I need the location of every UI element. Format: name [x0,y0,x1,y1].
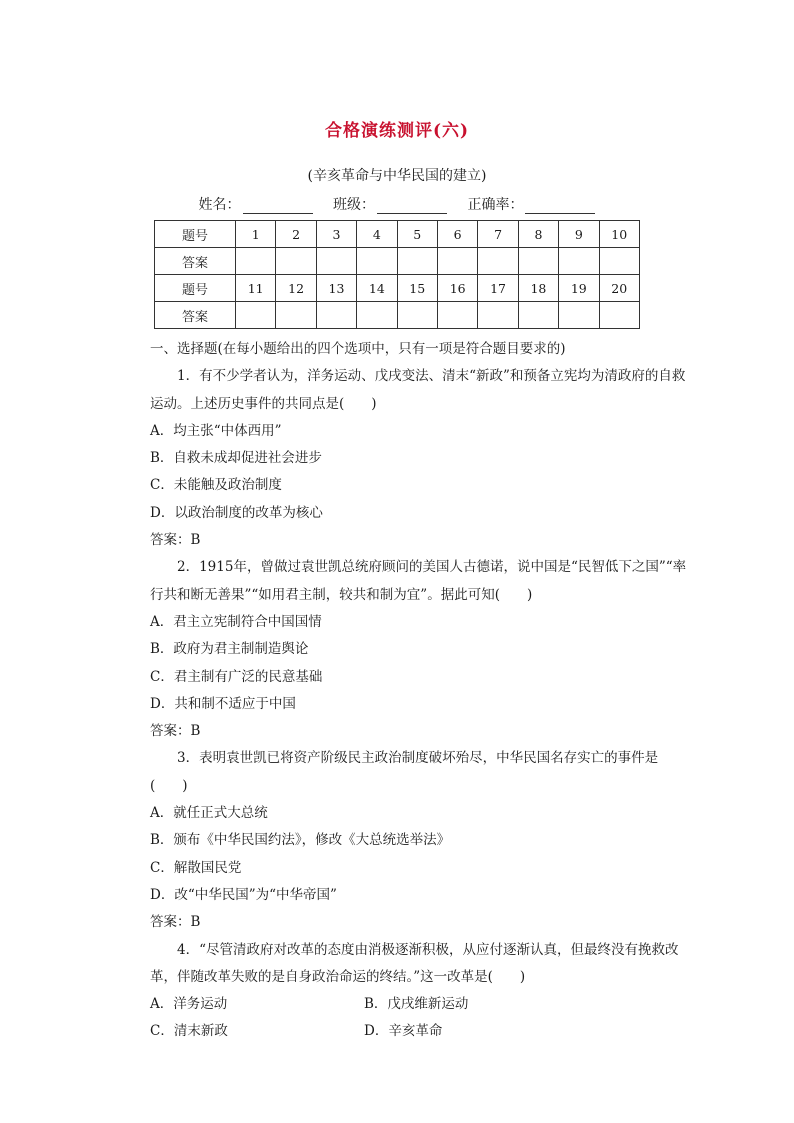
question-number-cell: 10 [599,221,639,248]
answer-cell[interactable] [518,302,558,329]
class-label: 班级： [333,197,375,213]
question-number-cell: 7 [478,221,518,248]
answer-cell[interactable] [397,248,437,275]
option-a[interactable]: A．君主立宪制符合中国国情 [150,613,322,630]
answer-row-2 [155,302,640,329]
question-stem: 4．“尽管清政府对改革的态度由消极逐渐积极，从应付逐渐认真，但最终没有挽救改革，伴随改革失败的是自身政治命运的终结。”这一改革是( ) [150,941,679,985]
answer-cell[interactable] [397,302,437,329]
question-number-cell: 5 [397,221,437,248]
section-heading: 一、选择题(在每小题给出的四个选项中，只有一项是符合题目要求的) [150,341,566,357]
question-number-cell: 19 [559,275,599,302]
row-label-number: 题号 [155,221,236,248]
question-number-cell: 3 [316,221,356,248]
option-d[interactable]: D．共和制不适应于中国 [150,695,296,712]
option-c[interactable]: C．君主制有广泛的民意基础 [150,668,323,685]
answer-row-1 [155,248,640,275]
answer-grid [154,220,640,329]
question-number-cell: 8 [518,221,558,248]
name-blank[interactable] [243,199,313,214]
class-blank[interactable] [377,199,447,214]
class-field [333,194,447,214]
answer-cell[interactable] [236,248,276,275]
answer-cell[interactable] [236,302,276,329]
option-b[interactable]: B．戊戌维新运动 [364,996,469,1013]
question-number-cell: 9 [559,221,599,248]
question-number-cell: 15 [397,275,437,302]
name-label: 姓名： [198,197,241,213]
question-content [150,336,690,1046]
page-title: 合格演练测评(六) [324,121,470,141]
answer-cell[interactable] [559,302,599,329]
option-b[interactable]: B．政府为君主制制造舆论 [150,641,309,658]
number-row-1 [155,221,640,248]
question-number-cell: 12 [276,275,316,302]
question-number-cell: 2 [276,221,316,248]
answer-cell[interactable] [316,302,356,329]
answer-cell[interactable] [316,248,356,275]
question-stem: 3．表明袁世凯已将资产阶级民主政治制度破坏殆尽，中华民国名存实亡的事件是( ) [150,750,659,794]
question-number-cell: 13 [316,275,356,302]
question-number-cell: 18 [518,275,558,302]
answer-cell[interactable] [478,248,518,275]
answer-cell[interactable] [478,302,518,329]
answer-cell[interactable] [276,302,316,329]
question-number-cell: 17 [478,275,518,302]
question-number-cell: 14 [357,275,397,302]
option-row [150,1018,690,1045]
accuracy-label: 正确率： [467,197,524,213]
student-info-line [0,194,794,214]
option-d[interactable]: D．改“中华民国”为“中华帝国” [150,886,337,903]
question-stem: 1．有不少学者认为，洋务运动、戊戌变法、清末“新政”和预备立宪均为清政府的自救运动。上述历史事件的共同点是( ) [150,368,686,412]
answer-cell[interactable] [357,302,397,329]
answer-text: 答案：B [150,723,201,740]
answer-cell[interactable] [437,248,477,275]
row-label-answer: 答案 [155,302,236,329]
name-field [199,194,313,214]
option-row [150,991,690,1018]
option-d[interactable]: D．以政治制度的改革为核心 [150,504,323,521]
answer-cell[interactable] [599,248,639,275]
accuracy-blank[interactable] [525,199,595,214]
question-number-cell: 1 [236,221,276,248]
option-b[interactable]: B．自救未成却促进社会进步 [150,450,322,467]
option-c[interactable]: C．解散国民党 [150,859,242,876]
question-stem: 2．1915年，曾做过袁世凯总统府顾问的美国人古德诺，说中国是“民智低下之国”“率行共和断无善果”“如用君主制，较共和制为宜”。据此可知( ) [150,559,687,603]
question-number-cell: 4 [357,221,397,248]
question-number-cell: 16 [437,275,477,302]
answer-text: 答案：B [150,914,201,931]
option-c[interactable]: C．未能触及政治制度 [150,477,282,494]
question-number-cell: 20 [599,275,639,302]
option-a[interactable]: A．洋务运动 [150,996,228,1013]
accuracy-field [467,194,595,214]
question-number-cell: 6 [437,221,477,248]
page-subtitle: (辛亥革命与中华民国的建立) [307,168,487,184]
answer-cell[interactable] [518,248,558,275]
row-label-number: 题号 [155,275,236,302]
question-number-cell: 11 [236,275,276,302]
answer-cell[interactable] [437,302,477,329]
option-a[interactable]: A．就任正式大总统 [150,805,268,822]
answer-cell[interactable] [357,248,397,275]
option-a[interactable]: A．均主张“中体西用” [150,422,282,439]
option-d[interactable]: D．辛亥革命 [364,1023,443,1040]
answer-cell[interactable] [276,248,316,275]
option-b[interactable]: B．颁布《中华民国约法》，修改《大总统选举法》 [150,832,451,849]
answer-cell[interactable] [599,302,639,329]
option-c[interactable]: C．清末新政 [150,1023,228,1040]
number-row-2 [155,275,640,302]
answer-cell[interactable] [559,248,599,275]
row-label-answer: 答案 [155,248,236,275]
answer-text: 答案：B [150,532,201,549]
